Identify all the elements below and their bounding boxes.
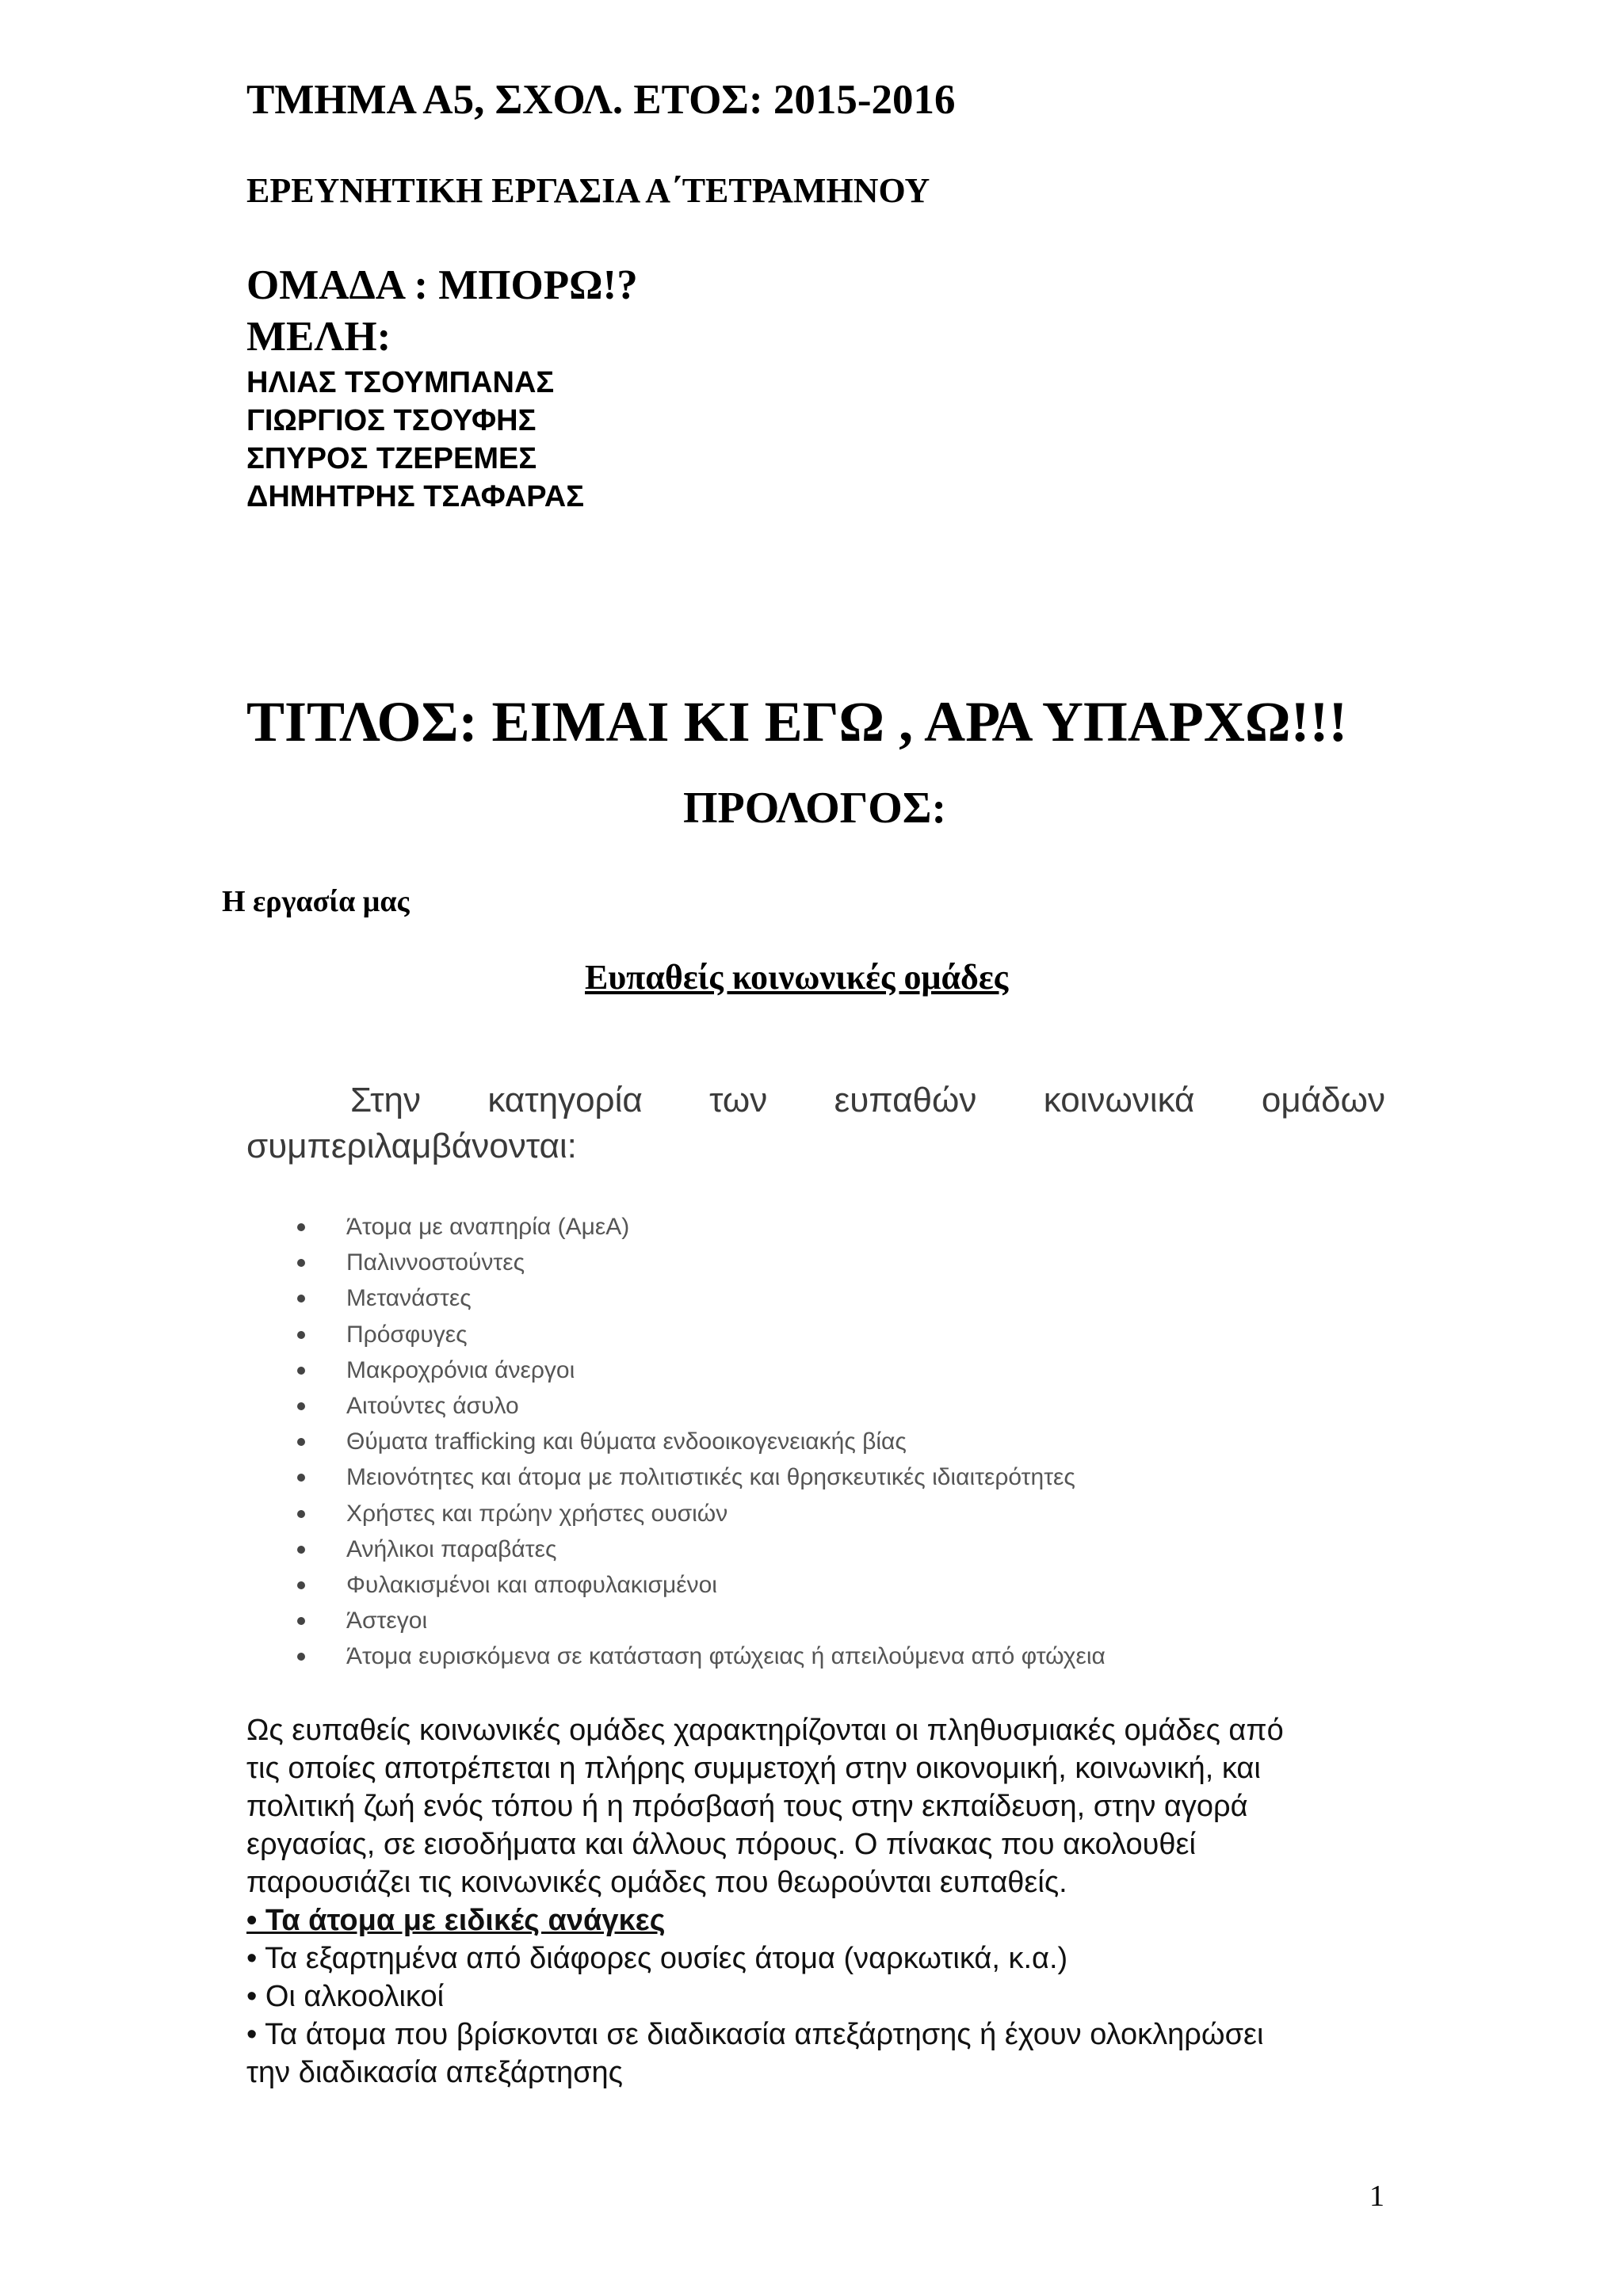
list-item [297,1567,1106,1603]
intro-text [246,1077,1385,1169]
bullet-icon [297,1510,305,1518]
paragraph-line: παρουσιάζει τις κοινωνικές ομάδες που θεωρούνται ευπαθείς. [246,1866,1067,1899]
paragraph-item: • Τα εξαρτημένα από διάφορες ουσίες άτομα (ναρκωτικά, κ.α.) [246,1942,1068,1975]
list-item [297,1388,1106,1424]
list-item [297,1317,1106,1352]
list-item [297,1459,1106,1495]
body-paragraph [246,1711,1385,2092]
list-item-text: Χρήστες και πρώην χρήστες ουσιών [346,1500,728,1527]
intro-word: Στην [350,1081,421,1119]
our-work-label: Η εργασία μας [222,885,410,918]
member-name: ΗΛΙΑΣ ΤΣΟΥΜΠΑΝΑΣ [246,366,555,399]
prologue-heading: ΠΡΟΛΟΓΟΣ: [683,784,947,833]
paragraph-line: Ως ευπαθείς κοινωνικές ομάδες χαρακτηρίζονται οι πληθυσμιακές ομάδες από [246,1714,1284,1747]
list-item-text: Θύματα trafficking και θύματα ενδοοικογενειακής βίας [346,1428,907,1455]
bullet-icon [297,1367,305,1375]
list-item-text: Άστεγοι [346,1608,428,1634]
paragraph-line: πολιτική ζωή ενός τόπου ή η πρόσβασή τους στην εκπαίδευση, στην αγορά [246,1790,1248,1823]
paragraph-line: τις οποίες αποτρέπεται η πλήρης συμμετοχή στην οικονομική, κοινωνική, και [246,1752,1261,1785]
intro-word: των [709,1081,768,1119]
page-number: 1 [1369,2180,1384,2213]
bullet-icon [297,1402,305,1410]
list-item-text: Μετανάστες [346,1285,472,1312]
list-item [297,1424,1106,1459]
list-item-text: Αιτούντες άσυλο [346,1392,519,1419]
intro-word: κατηγορία [487,1081,643,1119]
bullet-icon [297,1331,305,1339]
group-name-heading: ΟΜΑΔΑ : ΜΠΟΡΩ!? [246,262,638,308]
bullet-icon [297,1295,305,1302]
list-item-text: Πρόσφυγες [346,1321,468,1348]
bullet-icon [297,1223,305,1231]
list-item [297,1531,1106,1567]
list-item [297,1280,1106,1316]
list-item-text: Ανήλικοι παραβάτες [346,1535,557,1562]
list-item [297,1638,1106,1674]
list-item-text: Άτομα ευρισκόμενα σε κατάσταση φτώχειας ή απειλούμενα από φτώχεια [346,1643,1106,1670]
intro-line-1 [246,1077,1385,1123]
bullet-icon [297,1438,305,1446]
list-item-text: Παλιννοστούντες [346,1249,525,1276]
bullet-icon [297,1474,305,1482]
list-item-text: Μειονότητες και άτομα με πολιτιστικές και θρησκευτικές ιδιαιτερότητες [346,1464,1075,1491]
vulnerable-groups-list [297,1209,1106,1674]
members-label: ΜΕΛΗ: [246,314,391,360]
list-item [297,1603,1106,1638]
list-item [297,1209,1106,1245]
intro-word: ομάδων [1261,1081,1385,1119]
intro-word: κοινωνικά [1043,1081,1195,1119]
paragraph-item: την διαδικασία απεξάρτησης [246,2056,623,2089]
section-heading: Ευπαθείς κοινωνικές ομάδες [585,958,1009,997]
paragraph-item: • Τα άτομα που βρίσκονται σε διαδικασία απεξάρτησης ή έχουν ολοκληρώσει [246,2018,1264,2051]
intro-line-2: συμπεριλαμβάνονται: [246,1127,577,1165]
list-item-text: Άτομα με αναπηρία (ΑμεΑ) [346,1214,630,1240]
bullet-icon [297,1653,305,1661]
research-project-heading: ΕΡΕΥΝΗΤΙΚΗ ΕΡΓΑΣΙΑ Α΄ΤΕΤΡΑΜΗΝΟΥ [246,171,930,210]
bullet-icon [297,1546,305,1554]
paragraph-line: εργασίας, σε εισοδήματα και άλλους πόρους. Ο πίνακας που ακολουθεί [246,1828,1196,1861]
list-item-text: Φυλακισμένοι και αποφυλακισμένοι [346,1571,717,1598]
list-item [297,1496,1106,1531]
list-item [297,1245,1106,1280]
member-name: ΔΗΜΗΤΡΗΣ ΤΣΑΦΑΡΑΣ [246,480,585,513]
bullet-icon [297,1617,305,1625]
class-year-heading: ΤΜΗΜΑ Α5, ΣΧΟΛ. ΕΤΟΣ: 2015-2016 [246,77,956,123]
bullet-icon [297,1259,305,1267]
intro-word: ευπαθών [834,1081,977,1119]
paragraph-item: • Οι αλκοολικοί [246,1980,445,2013]
document-title: ΤΙΤΛΟΣ: ΕΙΜΑΙ ΚΙ ΕΓΩ , ΑΡΑ ΥΠΑΡΧΩ!!! [246,690,1348,753]
bullet-icon [297,1581,305,1589]
bold-underlined-item: • Τα άτομα με ειδικές ανάγκες [246,1904,666,1937]
member-name: ΣΠΥΡΟΣ ΤΖΕΡΕΜΕΣ [246,442,537,475]
list-item [297,1352,1106,1388]
list-item-text: Μακροχρόνια άνεργοι [346,1356,575,1383]
member-name: ΓΙΩΡΓΙΟΣ ΤΣΟΥΦΗΣ [246,404,537,437]
